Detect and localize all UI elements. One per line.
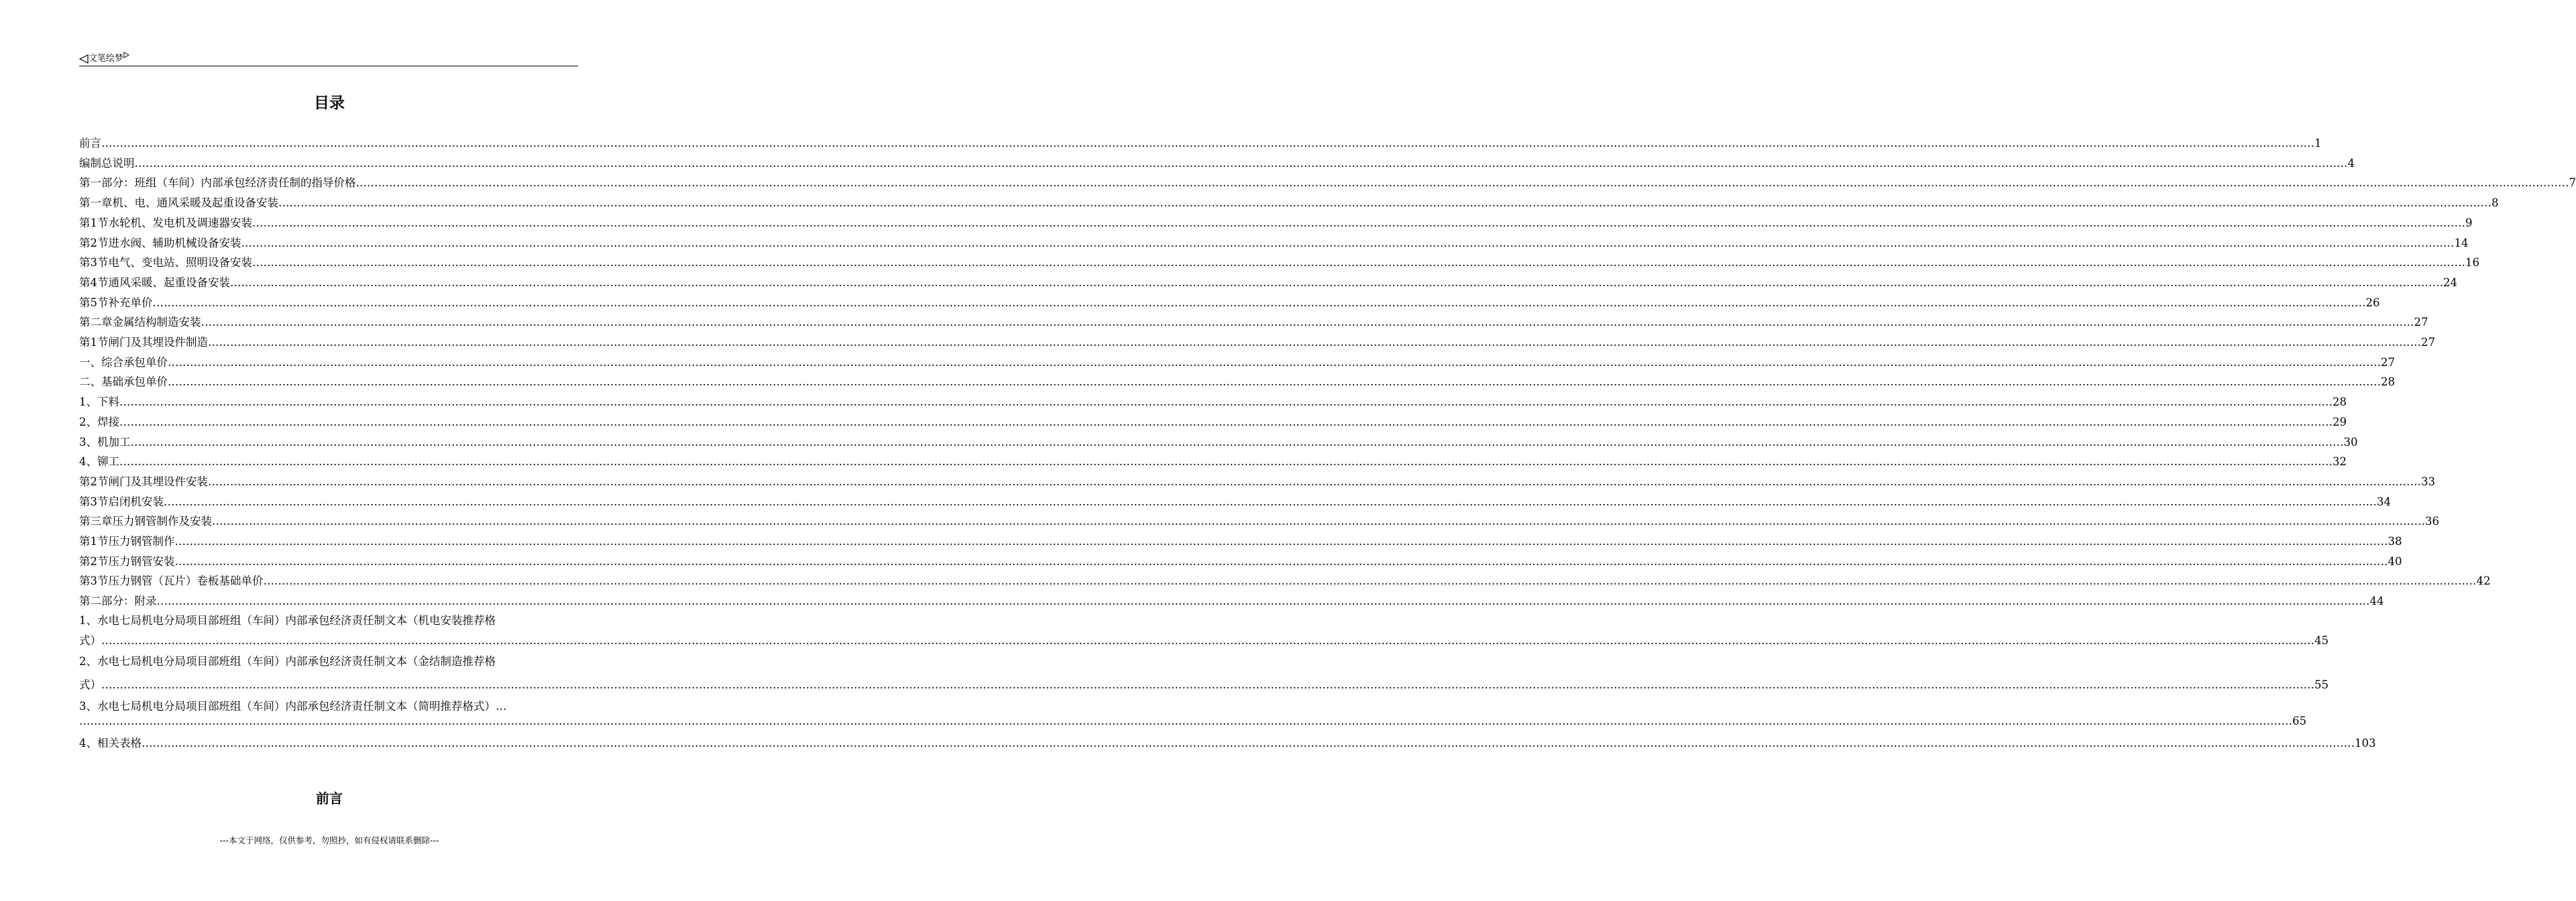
toc-entry-page: 26 bbox=[2365, 296, 2380, 309]
toc-entry-label: 第2节闸门及其埋设件安装 bbox=[79, 475, 208, 488]
toc-entry-label: 4、铆工 bbox=[79, 455, 119, 469]
toc-entry[interactable] bbox=[79, 234, 2469, 250]
toc-entry-page: 24 bbox=[2443, 276, 2457, 289]
toc-entry-page: 9 bbox=[2465, 216, 2473, 229]
toc-entry[interactable] bbox=[79, 373, 2395, 389]
toc-entry-page: 44 bbox=[2369, 595, 2384, 608]
toc-leader-dots: …………………………………………………………………………………………………………………………………………………………………………………………………………………………………………………………………………………………………………………………………………………………………………………………………………………………………………………………………………………………………………………………………………………… bbox=[230, 276, 2443, 289]
toc-leader-dots: …………………………………………………………………………………………………………………………………………………………………………………………………………………………………………………………………………………………………………………………………………………………………………………………………………………………………………………………………………………………………………………………………………………… bbox=[119, 455, 2333, 469]
toc-entry-page: 40 bbox=[2388, 554, 2402, 568]
toc-entry[interactable] bbox=[79, 274, 2457, 290]
toc-leader-dots: …………………………………………………………………………………………………………………………………………………………………………………………………………………………………………………………………………………………………………………………………………………………………………………………………………………………………………………………………………………………………………………………………………………… bbox=[355, 176, 2569, 190]
toc-leader-dots: …………………………………………………………………………………………………………………………………………………………………………………………………………………………………………………………………………………………………………………………………………………………………………………………………………………………………………………………………………………………………………………………………………………… bbox=[174, 535, 2388, 548]
toc-entry-page: 32 bbox=[2333, 455, 2347, 469]
toc-entry[interactable] bbox=[79, 592, 2384, 608]
toc-entry[interactable] bbox=[79, 353, 2395, 369]
toc-leader-dots: …………………………………………………………………………………………………………………………………………………………………………………………………………………………………………………………………………………………………………………………………………………………………………………………………………………………………………………………………………………………………………………………………………………… bbox=[201, 316, 2414, 329]
toc-leader-dots: …………………………………………………………………………………………………………………………………………………………………………………………………………………………………………………………………………………………………………………………………………………………………………………………………………………………………………………………………………………………………………………………………………………… bbox=[130, 435, 2344, 448]
toc-entry[interactable] bbox=[79, 433, 2358, 449]
toc-entry-page: 38 bbox=[2388, 535, 2402, 548]
toc-entry-page: 27 bbox=[2381, 355, 2395, 369]
toc-leader-dots: …………………………………………………………………………………………………………………………………………………………………………………………………………………………………………………………………………………………………………………………………………………………………………………………………………………………………………………………………………………………………………………………………………………… bbox=[119, 415, 2333, 428]
toc-entry-page: 28 bbox=[2333, 396, 2347, 409]
left-triangle-icon bbox=[79, 54, 89, 64]
toc-leader-dots: …………………………………………………………………………………………………………………………………………………………………………………………………………………………………………………………………………………………………………………………………………………………………………………………………………………………………………………………………………………………………………………………………………………… bbox=[208, 336, 2421, 349]
toc-entry-page: 55 bbox=[2314, 678, 2329, 691]
toc-leader-dots: …………………………………………………………………………………………………………………………………………………………………………………………………………………………………………………………………………………………………………………………………………………………………………………………………………………………………………………………………………………………………………………………………………………… bbox=[142, 737, 2355, 749]
toc-entry[interactable] bbox=[79, 473, 2435, 489]
toc-leader-dots: …………………………………………………………………………………………………………………………………………………………………………………………………………………………………………………………………………………………………………………………………………………………………………………………………………………………………………………………………………………………………………………………………………………… bbox=[212, 515, 2425, 528]
toc-entry[interactable] bbox=[79, 512, 2439, 528]
toc-entry-page: 16 bbox=[2465, 256, 2479, 269]
toc-entry-wrapped-line1[interactable]: 2、水电七局机电分局项目部班组（车间）内部承包经济责任制文本（金结制造推荐格 bbox=[79, 655, 496, 668]
toc-entry-label: 第1节压力钢管制作 bbox=[79, 535, 175, 548]
toc-entry[interactable] bbox=[79, 313, 2428, 329]
toc-entry-page: 34 bbox=[2377, 495, 2391, 508]
toc-leader-dots: …………………………………………………………………………………………………………………………………………………………………………………………………………………………………………………………………………………………………………………………………………………………………………………………………………………………………………………………………………………………………………………………………………………… bbox=[101, 137, 2314, 149]
section-title: 前言 bbox=[316, 790, 343, 806]
toc-leader-dots: …………………………………………………………………………………………………………………………………………………………………………………………………………………………………………………………………………………………………………………………………………………………………………………………………………………………………………………………………………………………………………………………………………………… bbox=[252, 216, 2465, 229]
toc-leader-dots: …………………………………………………………………………………………………………………………………………………………………………………………………………………………………………………………………………………………………………………………………………………………………………………………………………………………………………………………………………………………………………………………………………………… bbox=[174, 554, 2388, 568]
toc-leader-dots: …………………………………………………………………………………………………………………………………………………………………………………………………………………………………………………………………………………………………………………………………………………………………………………………………………………………………………………………………………………………………………………………………………………… bbox=[101, 634, 2314, 647]
toc-entry-label: 4、相关表格 bbox=[79, 737, 142, 749]
toc-leader-dots: …………………………………………………………………………………………………………………………………………………………………………………………………………………………………………………………………………………………………………………………………………………………………………………………………………………………………………………………………………………………………………………………………………………… bbox=[101, 678, 2314, 691]
toc-entry-wrapped-line2[interactable] bbox=[79, 632, 2329, 648]
toc-entry[interactable] bbox=[79, 154, 2355, 170]
toc-entry-label: 第1节闸门及其埋设件制造 bbox=[79, 336, 208, 349]
toc-leader-dots: …………………………………………………………………………………………………………………………………………………………………………………………………………………………………………………………………………………………………………………………………………………………………………………………………………………………………………………………………………………………………………………………………………………… bbox=[263, 575, 2477, 588]
toc-entry-page: 33 bbox=[2421, 475, 2435, 488]
page-header bbox=[79, 50, 578, 66]
toc-entry[interactable] bbox=[79, 134, 2322, 150]
footer-disclaimer: ---本文于网络，仅供参考，勿照抄，如有侵权请联系删除--- bbox=[219, 835, 439, 845]
toc-entry-page: 1 bbox=[2314, 137, 2322, 149]
toc-entry[interactable] bbox=[79, 253, 2479, 269]
toc-entry-page: 14 bbox=[2454, 236, 2469, 249]
toc-leader-dots: …………………………………………………………………………………………………………………………………………………………………………………………………………………………………………………………………………………………………………………………………………………………………………………………………………………………………………………………………………………………………………………………………………………… bbox=[252, 256, 2465, 269]
toc-entry-label: 一、综合承包单价 bbox=[79, 355, 168, 369]
toc-leader-dots: …………………………………………………………………………………………………………………………………………………………………………………………………………………………………………………………………………………………………………………………………………………………………………………………………………………………………………………………………………………………………………………………………………………… bbox=[208, 475, 2421, 488]
toc-leader-dots: …………………………………………………………………………………………………………………………………………………………………………………………………………………………………………………………………………………………………………………………………………………………………………………………………………………………………………………………………………………………………………………………………………………… bbox=[79, 715, 2292, 727]
toc-entry-label: 式） bbox=[79, 678, 101, 691]
toc-entry-label: 3、机加工 bbox=[79, 435, 131, 448]
toc-entry-page: 28 bbox=[2381, 375, 2395, 389]
toc-entry-page: 8 bbox=[2491, 196, 2499, 210]
toc-leader-dots: …………………………………………………………………………………………………………………………………………………………………………………………………………………………………………………………………………………………………………………………………………………………………………………………………………………………………………………………………………………………………………………………………………………… bbox=[168, 375, 2381, 389]
toc-leader-dots: …………………………………………………………………………………………………………………………………………………………………………………………………………………………………………………………………………………………………………………………………………………………………………………………………………………………………………………………………………………………………………………………………………………… bbox=[156, 595, 2370, 608]
toc-leader-dots: …………………………………………………………………………………………………………………………………………………………………………………………………………………………………………………………………………………………………………………………………………………………………………………………………………………………………………………………………………………………………………………………………………………… bbox=[241, 236, 2455, 249]
toc-entry-label: 二、基础承包单价 bbox=[79, 375, 168, 389]
header-text: 文笔绘梦 bbox=[89, 54, 124, 64]
toc-entry-page: 7 bbox=[2569, 176, 2576, 190]
toc-entry-label: 编制总说明 bbox=[79, 156, 135, 170]
toc-entry-label: 第三章压力钢管制作及安装 bbox=[79, 515, 212, 528]
toc-entry-label: 第二章金属结构制造安装 bbox=[79, 316, 201, 329]
toc-entry-label: 第二部分：附录 bbox=[79, 595, 157, 608]
toc-entry-wrapped-line2[interactable] bbox=[79, 676, 2329, 692]
toc-leader-dots: …………………………………………………………………………………………………………………………………………………………………………………………………………………………………………………………………………………………………………………………………………………………………………………………………………………………………………………………………………………………………………………………………………………… bbox=[134, 156, 2348, 170]
toc-entry-label: 第3节启闭机安装 bbox=[79, 495, 164, 508]
toc-entry-label: 第3节电气、变电站、照明设备安装 bbox=[79, 256, 252, 269]
toc-entry-label: 前言 bbox=[79, 137, 101, 149]
toc-entry[interactable] bbox=[79, 393, 2347, 409]
toc-entry-label: 2、焊接 bbox=[79, 415, 119, 428]
toc-entry[interactable] bbox=[79, 174, 2576, 190]
toc-entry[interactable] bbox=[79, 734, 2376, 750]
toc-entry-page: 27 bbox=[2414, 316, 2428, 329]
toc-entry[interactable] bbox=[79, 572, 2491, 588]
toc-leader-dots: …………………………………………………………………………………………………………………………………………………………………………………………………………………………………………………………………………………………………………………………………………………………………………………………………………………………………………………………………………………………………………………………………………………… bbox=[168, 355, 2381, 369]
toc-leader-dots: …………………………………………………………………………………………………………………………………………………………………………………………………………………………………………………………………………………………………………………………………………………………………………………………………………………………………………………………………………………………………………………………………………………… bbox=[278, 196, 2491, 210]
toc-entry-page: 27 bbox=[2421, 336, 2435, 349]
toc-entry-label: 第3节压力钢管（瓦片）卷板基础单价 bbox=[79, 575, 264, 588]
toc-entry-label: 第4节通风采暖、起重设备安装 bbox=[79, 276, 230, 289]
toc-entry-label: 第5节补充单价 bbox=[79, 296, 153, 309]
toc-entry[interactable] bbox=[79, 294, 2380, 310]
toc-entry[interactable] bbox=[79, 532, 2402, 548]
toc-entry[interactable] bbox=[79, 333, 2435, 349]
toc-entry-page: 45 bbox=[2314, 634, 2329, 647]
toc-entry-page: 29 bbox=[2333, 415, 2347, 428]
toc-entry-label: 第一部分：班组（车间）内部承包经济责任制的指导价格 bbox=[79, 176, 356, 190]
toc-entry-label: 式） bbox=[79, 634, 101, 647]
toc-entry-page: 36 bbox=[2425, 515, 2439, 528]
toc-entry-wrapped-line2[interactable] bbox=[79, 715, 2306, 727]
toc-entry-page: 65 bbox=[2292, 715, 2306, 727]
right-triangle-icon bbox=[123, 52, 129, 58]
toc-entry-label: 第2节压力钢管安装 bbox=[79, 554, 175, 568]
toc-entry-page: 4 bbox=[2347, 156, 2355, 170]
toc-entry-page: 103 bbox=[2355, 737, 2376, 749]
page-title: 目录 bbox=[314, 95, 345, 112]
toc-entry-label: 第一章机、电、通风采暖及起重设备安装 bbox=[79, 196, 278, 210]
toc-entry-label: 第1节水轮机、发电机及调速器安装 bbox=[79, 216, 252, 229]
toc-entry-wrapped-line1[interactable]: 1、水电七局机电分局项目部班组（车间）内部承包经济责任制文本（机电安装推荐格 bbox=[79, 614, 496, 627]
toc-entry[interactable] bbox=[79, 552, 2402, 568]
toc-entry[interactable] bbox=[79, 453, 2347, 469]
toc-leader-dots: …………………………………………………………………………………………………………………………………………………………………………………………………………………………………………………………………………………………………………………………………………………………………………………………………………………………………………………………………………………………………………………………………………………… bbox=[164, 495, 2377, 508]
toc-leader-dots: …………………………………………………………………………………………………………………………………………………………………………………………………………………………………………………………………………………………………………………………………………………………………………………………………………………………………………………………………………………………………………………………………………………… bbox=[152, 296, 2366, 309]
toc-entry[interactable] bbox=[79, 194, 2499, 210]
toc-entry-page: 42 bbox=[2476, 575, 2491, 588]
toc-entry-page: 30 bbox=[2343, 435, 2358, 448]
toc-entry[interactable] bbox=[79, 413, 2347, 429]
toc-entry-label: 1、下料 bbox=[79, 396, 119, 409]
toc-entry-label: 第2节进水阀、辅助机械设备安装 bbox=[79, 236, 241, 249]
toc-leader-dots: …………………………………………………………………………………………………………………………………………………………………………………………………………………………………………………………………………………………………………………………………………………………………………………………………………………………………………………………………………………………………………………………………………………… bbox=[119, 396, 2333, 409]
toc-entry[interactable] bbox=[79, 493, 2391, 509]
toc-entry-wrapped-line1[interactable]: 3、水电七局机电分局项目部班组（车间）内部承包经济责任制文本（简明推荐格式）… bbox=[79, 700, 507, 713]
toc-entry[interactable] bbox=[79, 214, 2473, 230]
header-text-wrap bbox=[79, 51, 129, 64]
